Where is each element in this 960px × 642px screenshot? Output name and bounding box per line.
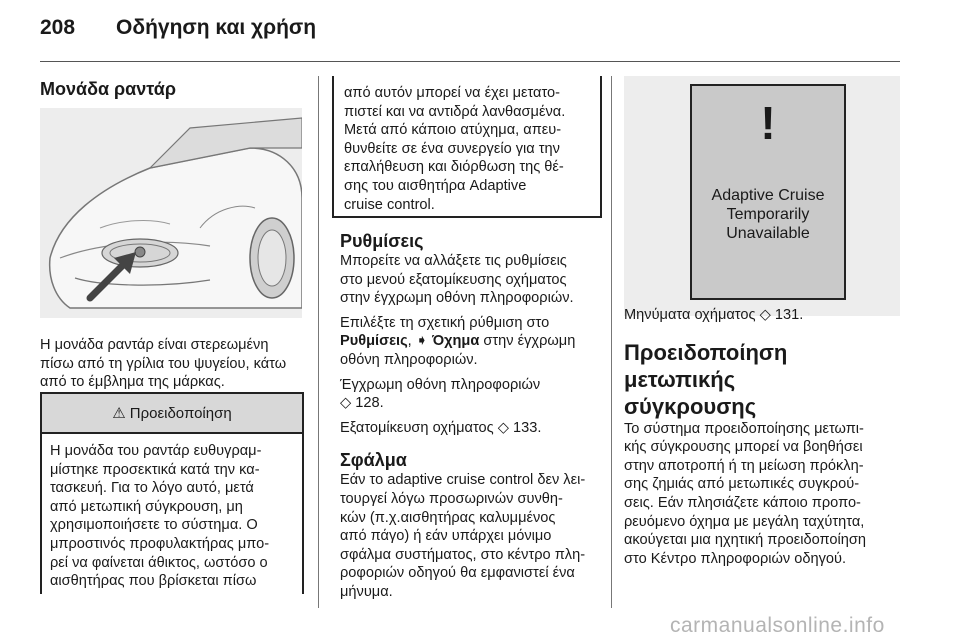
warning-text-line: από μετωπική σύγκρουση, μη <box>50 498 243 515</box>
collision-text-line: ακούγεται μια ηχητική προειδοποίηση <box>624 532 866 549</box>
settings-menu-path: Ρυθμίσεις, ➧ Όχημα στην έγχρωμη <box>340 333 576 350</box>
settings-text-line: στο μενού εξατομίκευσης οχήματος <box>340 271 567 288</box>
warning-header <box>42 394 302 434</box>
exclamation-icon: ! <box>760 97 776 149</box>
ref-personalisation-page: 133. <box>513 419 542 436</box>
collision-text-line: ρευόμενο όχημα με μεγάλη ταχύτητα, <box>624 513 865 530</box>
warning-text-line: Η μονάδα του ραντάρ ευθυγραμ- <box>50 443 262 459</box>
menu-arrow-icon: ➧ <box>415 333 428 350</box>
fault-heading: Σφάλμα <box>340 450 407 471</box>
warning-text-line: θυνθείτε σε ένα συνεργείο για την <box>344 140 560 157</box>
warning-text-line: σης του αισθητήρα Adaptive <box>344 177 527 194</box>
ref-colour-display-page: 128. <box>355 395 384 412</box>
warning-text-line: αισθητήρας που βρίσκεται πίσω <box>50 573 257 590</box>
vehicle-messages-page: 131. <box>774 307 804 323</box>
display-screen <box>690 84 846 300</box>
warning-text-line: επαλήθευση και διόρθωση της θέ- <box>344 159 564 176</box>
ref-personalisation-label: Εξατομίκευση οχήματος <box>340 419 494 436</box>
fault-text-line: τουργεί λόγω προσωρινών συνθη- <box>340 490 563 507</box>
collision-heading: σύγκρουσης <box>624 393 757 419</box>
column-divider-left <box>318 76 319 608</box>
settings-text-line: Επιλέξτε τη σχετική ρύθμιση στο <box>340 314 550 331</box>
page-ref-arrow-icon: ◇ <box>497 419 509 436</box>
warning-title: Προειδοποίηση <box>129 404 232 422</box>
vehicle-messages-label: Μηνύματα οχήματος <box>624 307 756 323</box>
collision-text-line: στο Κέντρο πληροφοριών οδηγού. <box>624 550 847 567</box>
collision-text-line: σεις. Εάν πλησιάζετε κάποιο προπο- <box>624 494 861 511</box>
radar-caption-line: από το έμβλημα της μάρκας. <box>40 374 225 391</box>
settings-text-line: οθόνη πληροφοριών. <box>340 351 478 368</box>
warning-text-line: χρησιμοποιήσετε το σύστημα. Ο <box>50 517 258 534</box>
fault-text-line: ροφοριών οδηγού θα εμφανιστεί ένα <box>340 565 575 582</box>
fault-text-line: Εάν το adaptive cruise control δεν λει- <box>340 472 586 489</box>
settings-text-line: στην έγχρωμη οθόνη πληροφοριών. <box>340 290 574 307</box>
warning-box-continued <box>332 76 602 218</box>
display-message-line: Adaptive Cruise <box>711 187 825 204</box>
radar-caption-line: Η μονάδα ραντάρ είναι στερεωμένη <box>40 337 269 353</box>
page-ref-arrow-icon: ◇ <box>759 307 771 323</box>
page-number: 208 <box>40 16 76 39</box>
page-ref-arrow-icon: ◇ <box>340 395 352 412</box>
ref-colour-display-label: Έγχρωμη οθόνη πληροφοριών <box>340 376 541 393</box>
collision-text-line: Το σύστημα προειδοποίησης μετωπι- <box>624 420 864 437</box>
display-message-line: Temporarily <box>726 206 810 223</box>
fault-text-line: μήνυμα. <box>340 583 393 600</box>
warning-text-line: μπροστινός προφυλακτήρας μπο- <box>50 535 270 552</box>
fault-text-line: σφάλμα συστήματος, στο κέντρο πλη- <box>340 546 586 563</box>
car-illustration <box>40 108 302 318</box>
settings-menu-label: Ρυθμίσεις <box>340 333 408 350</box>
warning-triangle-icon: ⚠ <box>112 405 126 422</box>
warning-text-line: ρεί να φαίνεται άθικτος, ωστόσο ο <box>50 554 268 571</box>
warning-text-line: cruise control. <box>344 196 435 213</box>
settings-text-line: Μπορείτε να αλλάξετε τις ρυθμίσεις <box>340 253 567 269</box>
display-message-line: Unavailable <box>726 225 810 242</box>
collision-text-line: σης ζημιάς από μετωπικές συγκρού- <box>624 476 860 493</box>
radar-caption-line: πίσω από τη γρίλια του ψυγείου, κάτω <box>40 355 287 372</box>
collision-heading: Προειδοποίηση μετωπικής <box>624 339 788 392</box>
column-divider-right <box>611 76 612 608</box>
watermark: carmanualsonline.info <box>670 614 885 637</box>
warning-text-line: μίστηκε προσεκτικά κατά την κα- <box>50 461 260 478</box>
settings-heading: Ρυθμίσεις <box>340 231 424 251</box>
warning-text-line: από αυτόν μπορεί να έχει μετατο- <box>344 85 561 101</box>
warning-text-line: Μετά από κάποιο ατύχημα, απευ- <box>344 122 562 139</box>
warning-text-line: πιστεί και να αντιδρά λανθασμένα. <box>344 103 566 120</box>
warning-text-line: τασκευή. Για το λόγο αυτό, μετά <box>50 480 254 497</box>
page-title: Οδήγηση και χρήση <box>116 16 317 39</box>
fault-text-line: κών (π.χ.αισθητήρας καλυμμένος <box>340 509 556 526</box>
warning-box <box>40 392 304 594</box>
driver-info-display-illustration <box>624 76 900 316</box>
collision-text-line: κής σύγκρουσης μπορεί να βοηθήσει <box>624 439 863 456</box>
header-rule <box>40 61 900 62</box>
fault-text-line: από πάγο) ή εάν υπάρχει μόνιμο <box>340 528 552 545</box>
collision-text-line: στην αποτροπή ή τη μείωση πρόκλη- <box>624 457 864 474</box>
radar-heading: Μονάδα ραντάρ <box>40 79 176 99</box>
vehicle-menu-label: Όχημα <box>432 333 480 350</box>
